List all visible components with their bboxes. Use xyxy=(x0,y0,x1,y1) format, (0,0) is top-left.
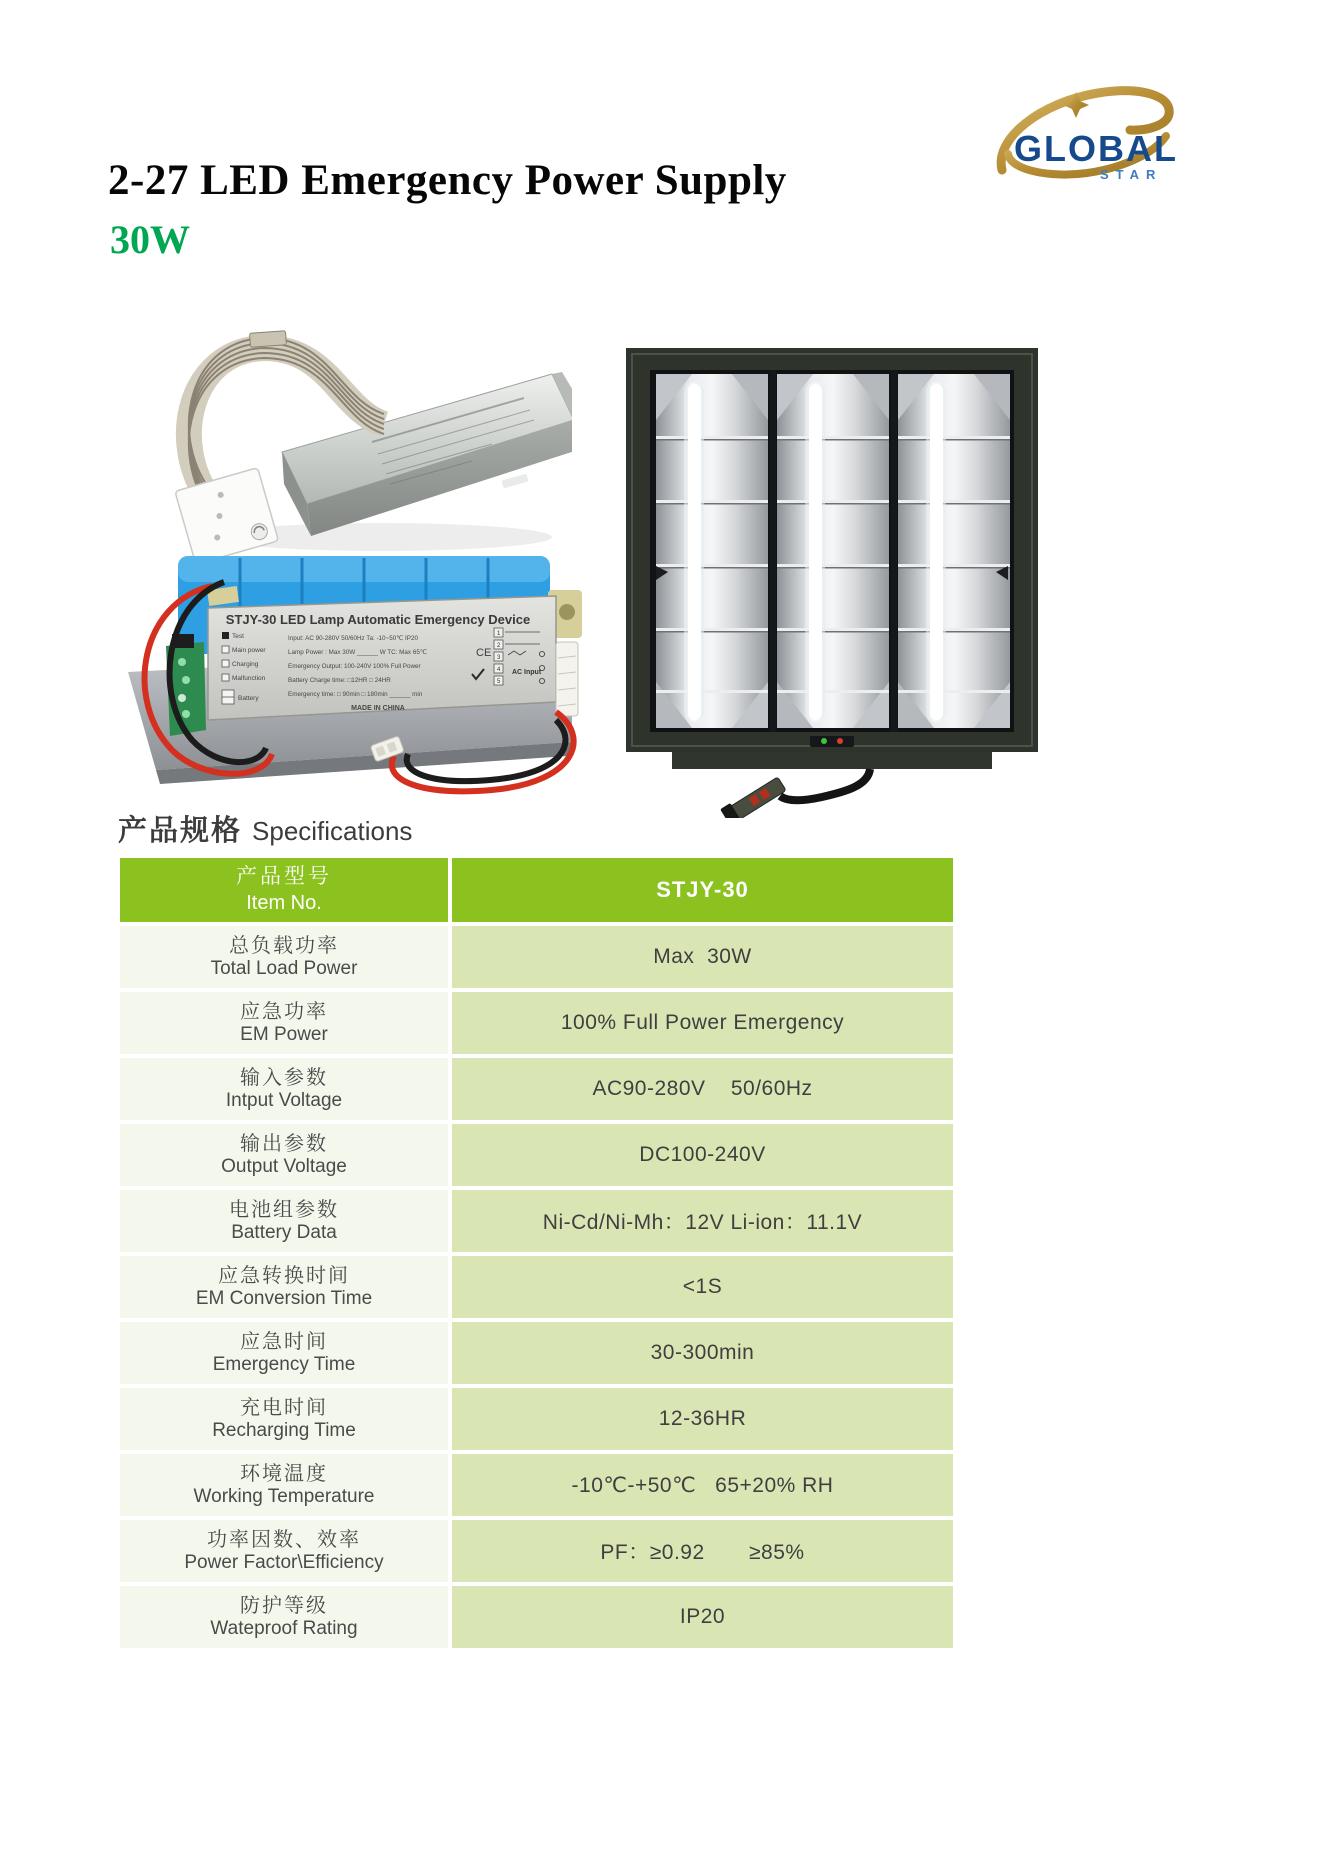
specifications-heading-zh: 产品规格 xyxy=(118,815,243,847)
cable-connector xyxy=(720,774,788,818)
row-value-power-factor: PF：≥0.92 ≥85% xyxy=(452,1520,953,1582)
row-value-battery-data: Ni-Cd/Ni-Mh：12V Li-ion：11.1V xyxy=(452,1190,953,1252)
table-header-item-no: 产品型号 Item No. xyxy=(120,858,448,922)
row-value-emergency-time: 30-300min xyxy=(452,1322,953,1384)
specifications-heading xyxy=(118,808,412,849)
product-photo-driver xyxy=(132,292,572,562)
status-malfunction: Malfunction xyxy=(232,675,266,682)
label-line-em-time: Emergency time: □ 90min □ 180min ______ min xyxy=(288,691,423,698)
ce-mark: CE xyxy=(476,647,492,659)
row-value-em-conversion-time: <1S xyxy=(452,1256,953,1318)
row-label-total-load-power: 总负载功率 Total Load Power xyxy=(120,926,448,988)
fixture-bays xyxy=(656,370,1010,732)
power-cable xyxy=(780,769,870,800)
connector-right xyxy=(556,642,578,716)
label-made-in: MADE IN CHINA xyxy=(351,705,405,712)
specifications-table xyxy=(120,858,953,1648)
svg-text:2: 2 xyxy=(497,643,501,649)
svg-text:1: 1 xyxy=(497,631,501,637)
label-line-charge-time: Battery Charge time: □12HR □ 24HR xyxy=(288,677,391,684)
specifications-heading-en: Specifications xyxy=(252,816,413,846)
ac-input-label: AC Input xyxy=(512,669,542,676)
row-label-battery-data: 电池组参数 Battery Data xyxy=(120,1190,448,1252)
row-label-waterproof-rating: 防护等级 Wateproof Rating xyxy=(120,1586,448,1648)
logo-text-secondary: STAR xyxy=(1100,167,1163,182)
row-label-power-factor: 功率因数、效率 Power Factor\Efficiency xyxy=(120,1520,448,1582)
status-test: Test xyxy=(232,633,244,640)
table-header-model: STJY-30 xyxy=(452,858,953,922)
product-photo-fixture xyxy=(616,340,1052,818)
product-photo-battery-unit xyxy=(120,550,585,808)
row-label-working-temperature: 环境温度 Working Temperature xyxy=(120,1454,448,1516)
svg-text:4: 4 xyxy=(497,667,501,673)
row-label-recharging-time: 充电时间 Recharging Time xyxy=(120,1388,448,1450)
row-label-em-conversion-time: 应急转换时间 EM Conversion Time xyxy=(120,1256,448,1318)
driver-sticker xyxy=(501,474,528,489)
status-charging: Charging xyxy=(232,661,259,668)
device-label-plate xyxy=(208,596,556,720)
label-line-output: Emergency Output: 100-240V 100% Full Power xyxy=(288,663,421,670)
label-line-lamp-power: Lamp Power : Max 30W ______ W TC: Max 65℃ xyxy=(288,649,427,656)
svg-text:3: 3 xyxy=(497,655,501,661)
svg-text:5: 5 xyxy=(497,679,501,685)
row-label-input-voltage: 输入参数 Intput Voltage xyxy=(120,1058,448,1120)
row-label-emergency-time: 应急时间 Emergency Time xyxy=(120,1322,448,1384)
row-value-em-power: 100% Full Power Emergency xyxy=(452,992,953,1054)
device-label-title: STJY-30 LED Lamp Automatic Emergency Device xyxy=(225,612,531,627)
label-line-input: Input: AC 90-280V 50/60Hz Ta: -10~50℃ IP20 xyxy=(288,635,419,642)
row-label-output-voltage: 输出参数 Output Voltage xyxy=(120,1124,448,1186)
row-value-working-temperature: -10℃-+50℃ 65+20% RH xyxy=(452,1454,953,1516)
driver-box xyxy=(282,372,572,536)
fixture-ledge xyxy=(672,752,992,769)
battery-unit-illustration xyxy=(120,550,585,808)
indicator-leds xyxy=(810,736,854,747)
row-value-recharging-time: 12-36HR xyxy=(452,1388,953,1450)
page-title: 2-27 LED Emergency Power Supply xyxy=(108,157,787,204)
row-value-total-load-power: Max 30W xyxy=(452,926,953,988)
status-battery: Battery xyxy=(238,695,259,702)
driver-photo-illustration xyxy=(132,292,572,562)
wattage-subtitle: 30W xyxy=(110,217,190,262)
globalstar-logo-icon xyxy=(980,78,1200,193)
row-label-em-power: 应急功率 EM Power xyxy=(120,992,448,1054)
globalstar-logo xyxy=(980,78,1200,193)
row-value-waterproof-rating: IP20 xyxy=(452,1586,953,1648)
logo-text-primary: GLOBAL xyxy=(1014,128,1178,169)
status-main-power: Main power xyxy=(232,647,266,654)
row-value-input-voltage: AC90-280V 50/60Hz xyxy=(452,1058,953,1120)
row-value-output-voltage: DC100-240V xyxy=(452,1124,953,1186)
fixture-illustration xyxy=(616,340,1052,818)
